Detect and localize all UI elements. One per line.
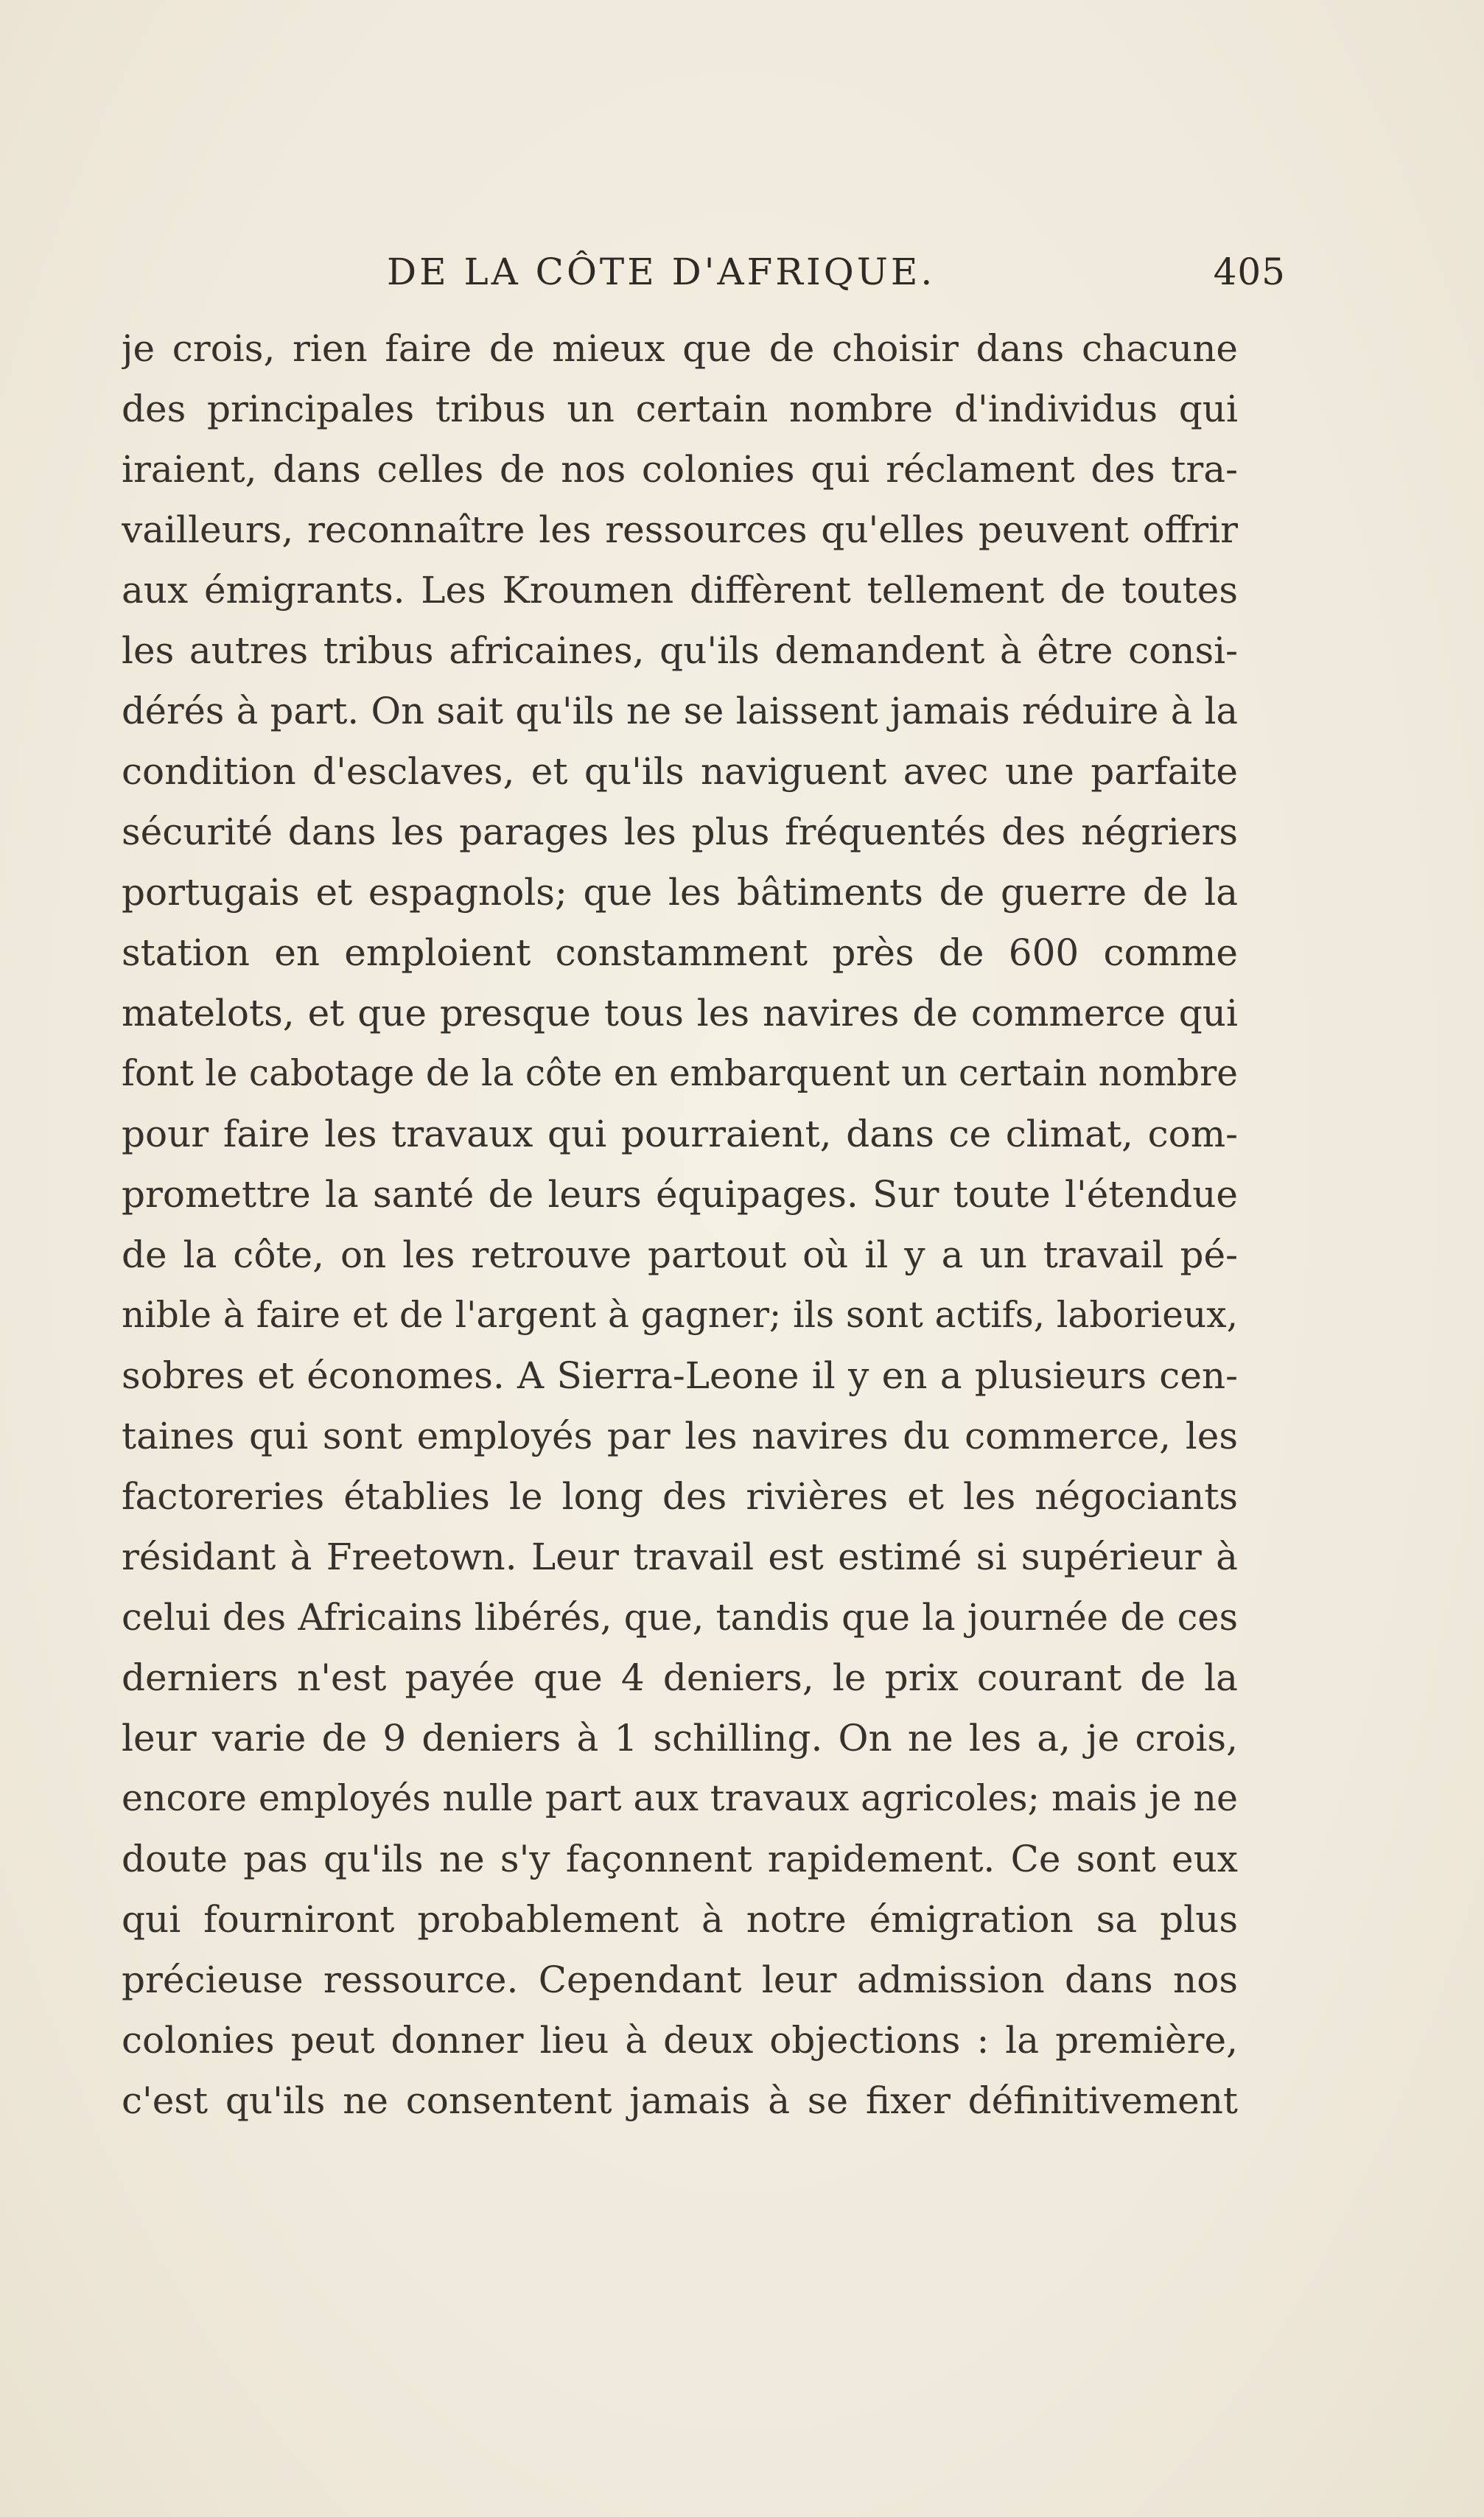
text-line: qui fourniront probablement à notre émigration sa plus	[122, 1898, 1238, 1941]
text-line: résidant à Freetown. Leur travail est estimé si supérieur à	[122, 1536, 1238, 1578]
text-line: station en emploient constamment près de 600 comme	[122, 931, 1238, 974]
text-line: taines qui sont employés par les navires du commerce, les	[122, 1415, 1238, 1457]
text-line: des principales tribus un certain nombre d'individus qui	[122, 388, 1238, 430]
text-line: encore employés nulle part aux travaux agricoles; mais je ne	[122, 1777, 1238, 1819]
text-line: je crois, rien faire de mieux que de choisir dans chacune	[122, 327, 1238, 370]
text-line: factoreries établies le long des rivières et les négociants	[122, 1475, 1238, 1518]
text-line: précieuse ressource. Cependant leur admission dans nos	[122, 1958, 1238, 2001]
text-line: sobres et économes. A Sierra-Leone il y en a plusieurs cen-	[122, 1354, 1238, 1397]
text-line: derniers n'est payée que 4 deniers, le prix courant de la	[122, 1656, 1238, 1699]
text-line: c'est qu'ils ne consentent jamais à se fixer définitivement	[122, 2079, 1238, 2122]
text-line: vailleurs, reconnaître les ressources qu'elles peuvent offrir	[122, 508, 1238, 551]
text-line: promettre la santé de leurs équipages. Sur toute l'étendue	[122, 1173, 1238, 1216]
text-line: dérés à part. On sait qu'ils ne se laissent jamais réduire à la	[122, 690, 1238, 732]
text-line: portugais et espagnols; que les bâtiments de guerre de la	[122, 871, 1238, 914]
text-line: leur varie de 9 deniers à 1 schilling. On ne les a, je crois,	[122, 1717, 1238, 1760]
text-line: doute pas qu'ils ne s'y façonnent rapidement. Ce sont eux	[122, 1838, 1238, 1880]
text-line: les autres tribus africaines, qu'ils demandent à être consi-	[122, 629, 1238, 672]
page-header	[122, 251, 1286, 309]
text-line: aux émigrants. Les Kroumen diffèrent tellement de toutes	[122, 569, 1238, 612]
text-line: condition d'esclaves, et qu'ils naviguent avec une parfaite	[122, 750, 1238, 793]
running-head: DE LA CÔTE D'AFRIQUE.	[387, 251, 936, 293]
text-line: de la côte, on les retrouve partout où il y a un travail pé-	[122, 1233, 1238, 1276]
text-line: font le cabotage de la côte en embarquent un certain nombre	[122, 1053, 1238, 1094]
text-line: nible à faire et de l'argent à gagner; ils sont actifs, laborieux,	[122, 1295, 1238, 1336]
text-line: pour faire les travaux qui pourraient, dans ce climat, com-	[122, 1113, 1238, 1155]
page-number: 405	[1213, 251, 1286, 293]
body-text	[122, 318, 1238, 2131]
text-line: sécurité dans les parages les plus fréquentés des négriers	[122, 811, 1238, 853]
text-line: matelots, et que presque tous les navires de commerce qui	[122, 992, 1238, 1035]
text-line: celui des Africains libérés, que, tandis que la journée de ces	[122, 1596, 1238, 1639]
text-line: colonies peut donner lieu à deux objections : la première,	[122, 2019, 1238, 2062]
text-line: iraient, dans celles de nos colonies qui réclament des tra-	[122, 448, 1238, 491]
